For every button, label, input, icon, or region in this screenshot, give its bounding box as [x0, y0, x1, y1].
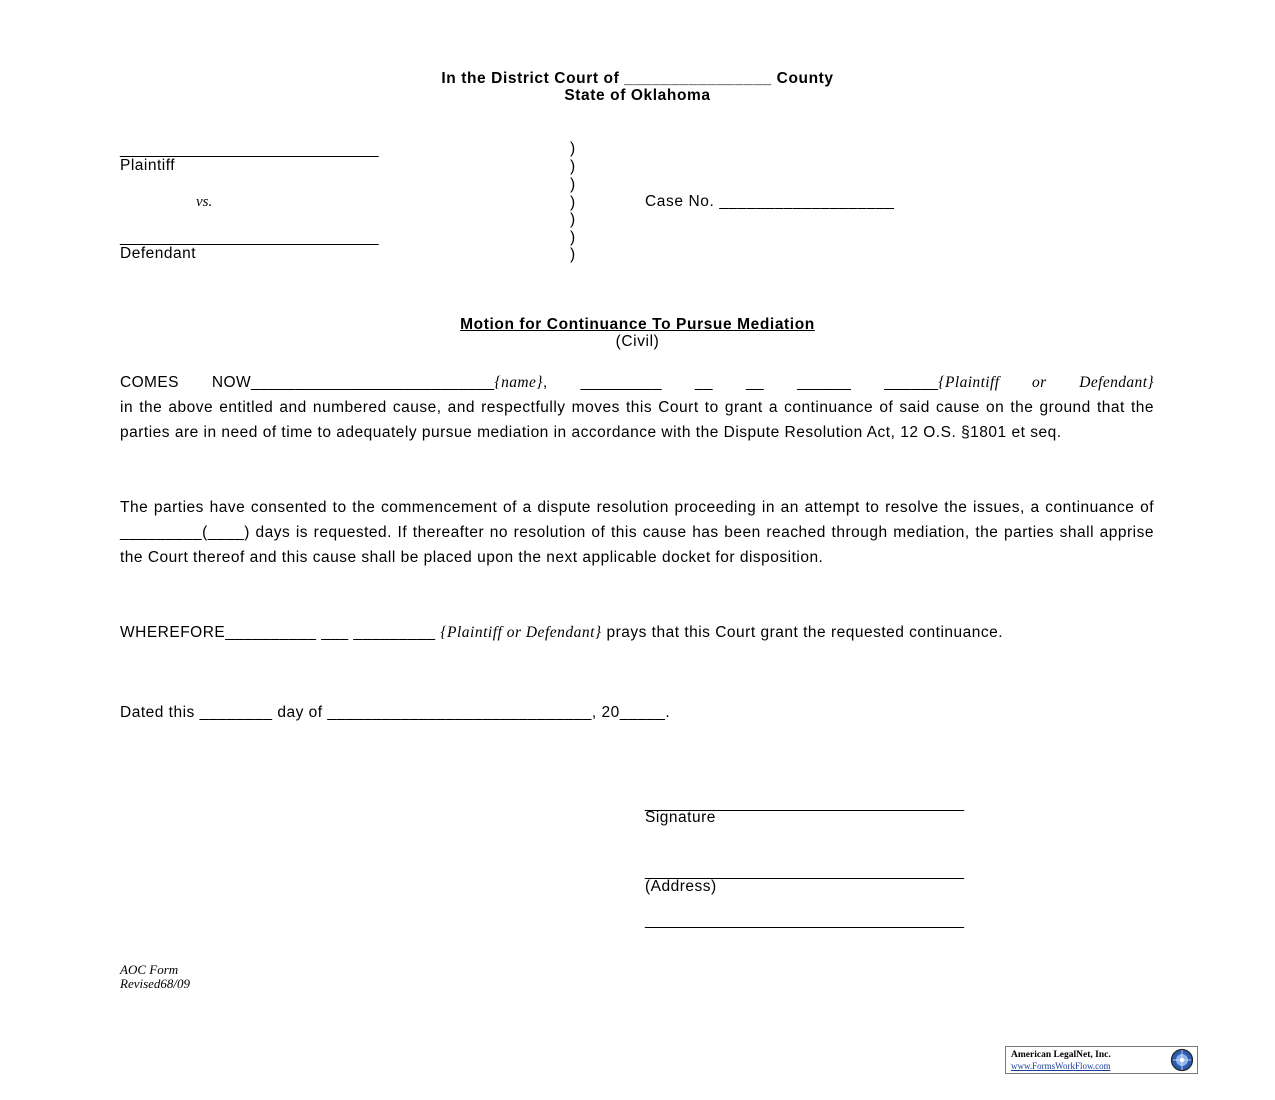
- caption-paren: ): [570, 194, 576, 211]
- defendant-line: ______________________________: [120, 229, 379, 246]
- dated-line: Dated this ________ day of _____________________________, 20_____.: [120, 704, 671, 721]
- revised-label: Revised68/09: [120, 976, 191, 991]
- caption-paren: ): [570, 246, 576, 263]
- name-placeholder: {name}: [494, 374, 543, 391]
- address-line: _____________________________________: [645, 863, 964, 880]
- motion-title-text: Motion for Continuance To Pursue Mediation: [460, 316, 815, 333]
- wherefore-party-placeholder: {Plaintiff or Defendant}: [440, 624, 602, 641]
- state-header: State of Oklahoma: [564, 87, 711, 104]
- paragraph-comes-now: [120, 370, 1154, 445]
- badge-company: American LegalNet, Inc.: [1011, 1050, 1111, 1060]
- comes-now-text: in the above entitled and numbered cause, and respectfully moves this Court to grant a continuance of said cause on the ground that the parties are in need of time to adequately pursue mediation in accordance with the Dispute Resolution Act, 12 O.S. §1801 et seq.: [120, 399, 1154, 441]
- address-label: (Address): [645, 878, 717, 895]
- signature-label: Signature: [645, 809, 716, 826]
- wherefore-start: WHEREFORE__________ ___ _________: [120, 624, 441, 641]
- paragraph-wherefore: [120, 620, 1154, 645]
- globe-icon: [1170, 1048, 1194, 1072]
- caption-paren: ): [570, 176, 576, 193]
- caption-paren: ): [570, 211, 576, 228]
- comes-now-start: COMES NOW___________________________: [120, 374, 495, 391]
- badge-url[interactable]: www.FormsWorkFlow.com: [1011, 1061, 1111, 1071]
- plaintiff-line: ______________________________: [120, 141, 379, 158]
- comes-now-line: [120, 370, 1154, 395]
- plaintiff-label: Plaintiff: [120, 157, 176, 174]
- paragraph-consent: The parties have consented to the commencement of a dispute resolution proceeding in an attempt to resolve the issues, a continuance of _________(____) days is requested. If thereafter no resolution of this cause has been reached through mediation, the parties shall apprise the Court thereof and this cause shall be placed upon the next applicable docket for disposition.: [120, 499, 1154, 566]
- form-label: AOC Form: [120, 962, 179, 977]
- vs-label: vs.: [196, 194, 213, 210]
- defendant-label: Defendant: [120, 245, 197, 262]
- legalnet-badge[interactable]: [1005, 1046, 1198, 1074]
- comes-now-blank: , _________ __ __ ______ ______: [542, 374, 939, 391]
- motion-title: [0, 316, 1275, 334]
- caption-paren: ): [570, 229, 576, 246]
- address-line-2: _____________________________________: [645, 912, 964, 929]
- court-header: In the District Court of ________________ County: [441, 70, 834, 87]
- motion-subtitle: (Civil): [615, 333, 660, 350]
- case-number: Case No. ___________________: [645, 193, 895, 210]
- wherefore-rest: prays that this Court grant the requested continuance.: [601, 624, 1004, 641]
- caption-paren: ): [570, 140, 576, 157]
- signature-line: _____________________________________: [645, 795, 964, 812]
- party-placeholder: {Plaintiff or Defendant}: [938, 374, 1155, 391]
- caption-paren: ): [570, 158, 576, 175]
